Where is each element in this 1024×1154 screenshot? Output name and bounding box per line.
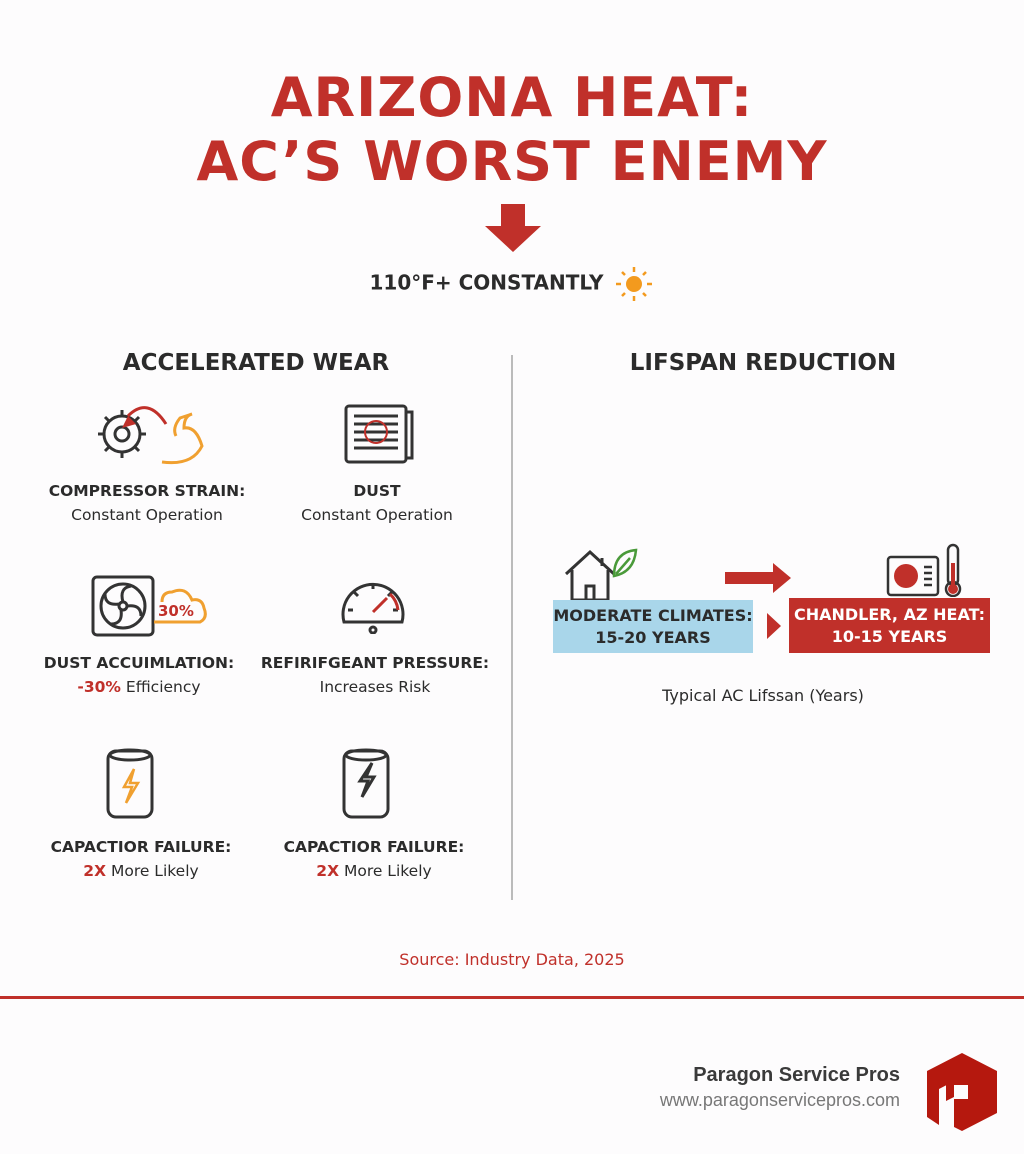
sun-icon (614, 266, 654, 302)
right-arrow-icon (725, 563, 791, 593)
gear-muscle-icon (92, 402, 210, 468)
footer-rule (0, 996, 1024, 999)
item-capacitor-failure: CAPACTIOR FAILURE: 2X More Likely (50, 838, 232, 880)
brand-url[interactable]: www.paragonservicepros.com (659, 1090, 900, 1110)
left-heading: ACCELERATED WEAR (122, 350, 390, 376)
source-note: Source: Industry Data, 2025 (399, 950, 625, 969)
item-dust: DUST Constant Operation (301, 482, 453, 524)
pointer-triangle-icon (767, 613, 781, 639)
capacitor-icon (104, 745, 156, 821)
item-capacitor-failure-2: CAPACTIOR FAILURE: 2X More Likely (283, 838, 465, 880)
fan-cloud-icon (90, 574, 208, 640)
moderate-climates-box: MODERATE CLIMATES: 15-20 YEARS (553, 600, 753, 653)
ac-thermometer-icon (886, 543, 968, 597)
item-refrigerant-pressure: REFIRIFGEANT PRESSURE: Increases Risk (260, 654, 490, 696)
down-arrow-icon (485, 204, 541, 252)
chart-caption: Typical AC Lifssan (Years) (662, 686, 864, 705)
item-compressor-strain: COMPRESSOR STRAIN: Constant Operation (48, 482, 246, 524)
ac-unit-icon (342, 402, 416, 466)
brand-name: Paragon Service Pros (693, 1064, 900, 1086)
pressure-gauge-icon (336, 572, 410, 634)
subtitle: 110°F+ CONSTANTLY (0, 266, 1024, 302)
chandler-heat-box: CHANDLER, AZ HEAT: 10-15 YEARS (789, 598, 990, 653)
right-heading: LIFSPAN REDUCTION (629, 350, 897, 376)
page-title: ARIZONA HEAT: AC’S WORST ENEMY (196, 66, 828, 193)
capacitor-cracked-icon (340, 745, 392, 821)
paragon-logo (925, 1051, 999, 1133)
efficiency-badge: 30% (158, 602, 194, 620)
divider (511, 355, 513, 900)
item-dust-accumulation: DUST ACCUIMLATION: -30% Efficiency (43, 654, 235, 696)
house-leaf-icon (564, 548, 638, 602)
